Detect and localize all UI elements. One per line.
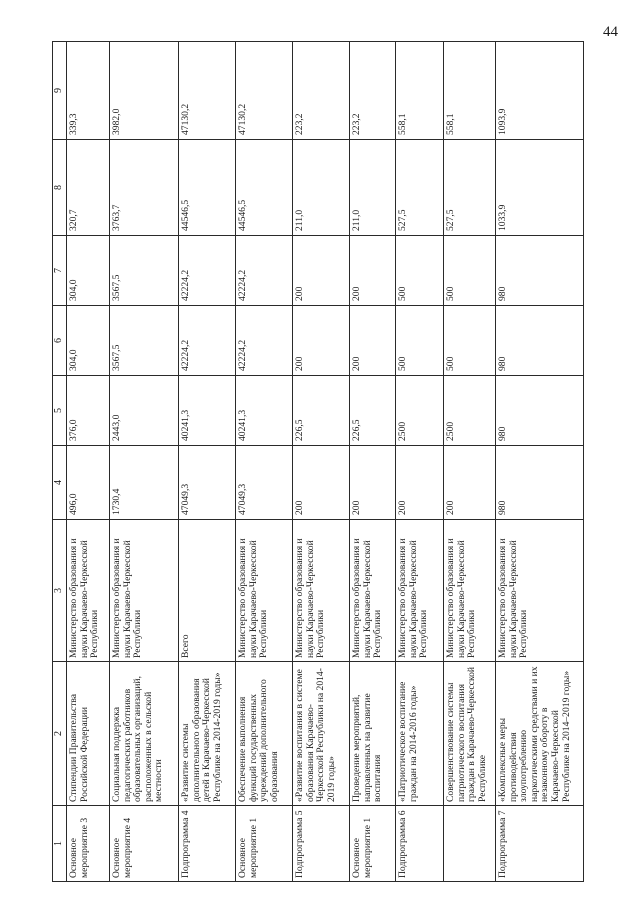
cell-program: [444, 806, 496, 882]
cell-value: 47049,3: [236, 446, 293, 520]
cell-value: 500: [396, 306, 444, 376]
table-row: [496, 42, 584, 882]
cell-value: 42224,2: [236, 236, 293, 306]
table-row: [444, 42, 496, 882]
cell-value: 223,2: [350, 42, 396, 140]
cell-value: 3567,5: [110, 236, 179, 306]
cell-value: 496,0: [67, 446, 110, 520]
budget-table: [52, 41, 584, 882]
cell-value: 44546,5: [236, 140, 293, 236]
header-cell: 2: [53, 662, 67, 806]
cell-value: 339,3: [67, 42, 110, 140]
cell-value: 980: [496, 306, 584, 376]
cell-value: 200: [444, 446, 496, 520]
cell-value: 226,5: [293, 376, 350, 446]
cell-value: 1093,9: [496, 42, 584, 140]
cell-program: Подпрограмма 4: [179, 806, 236, 882]
rotated-table-container: [52, 42, 612, 882]
table-row: [179, 42, 236, 882]
cell-program: Основное мероприятие 1: [236, 806, 293, 882]
cell-description: «Развитие системы дополнительного образования детей в Карачаево-Черкесской Республике на 2014-2019 годы»: [179, 662, 236, 806]
cell-value: 223,2: [293, 42, 350, 140]
header-cell: 9: [53, 42, 67, 140]
cell-program: Подпрограмма 7: [496, 806, 584, 882]
cell-value: 47049,3: [179, 446, 236, 520]
cell-executor: Министерство образования и науки Карачаево-Черкесской Республики: [110, 520, 179, 662]
cell-value: 376,0: [67, 376, 110, 446]
cell-value: 320,7: [67, 140, 110, 236]
cell-executor: Всего: [179, 520, 236, 662]
cell-value: 3982,0: [110, 42, 179, 140]
cell-executor: Министерство образования и науки Карачаево-Черкесской Республики: [496, 520, 584, 662]
cell-executor: Министерство образования и науки Карачаево-Черкесской Республики: [350, 520, 396, 662]
table-header-row: [53, 42, 67, 882]
table-row: [236, 42, 293, 882]
cell-value: 200: [293, 306, 350, 376]
cell-value: 47130,2: [179, 42, 236, 140]
header-cell: 6: [53, 306, 67, 376]
cell-program: Подпрограмма 5: [293, 806, 350, 882]
header-cell: 4: [53, 446, 67, 520]
cell-value: 2500: [396, 376, 444, 446]
table-row: [350, 42, 396, 882]
cell-value: 44546,5: [179, 140, 236, 236]
cell-program: Основное мероприятие 3: [67, 806, 110, 882]
cell-value: 200: [350, 306, 396, 376]
cell-description: Совершенствование системы патриотического воспитания граждан в Карачаево-Черкесской Республике: [444, 662, 496, 806]
cell-value: 1730,4: [110, 446, 179, 520]
cell-value: 40241,3: [236, 376, 293, 446]
cell-value: 980: [496, 376, 584, 446]
cell-value: 527,5: [444, 140, 496, 236]
cell-value: 980: [496, 446, 584, 520]
cell-value: 42224,2: [179, 306, 236, 376]
cell-value: 47130,2: [236, 42, 293, 140]
header-cell: 1: [53, 806, 67, 882]
cell-value: 558,1: [396, 42, 444, 140]
cell-value: 2500: [444, 376, 496, 446]
header-cell: 7: [53, 236, 67, 306]
cell-value: 40241,3: [179, 376, 236, 446]
cell-value: 500: [396, 236, 444, 306]
cell-value: 200: [350, 236, 396, 306]
cell-executor: Министерство образования и науки Карачаево-Черкесской Республики: [396, 520, 444, 662]
table-row: [67, 42, 110, 882]
cell-description: Стипендии Правительства Российской Федерации: [67, 662, 110, 806]
cell-value: 211,0: [293, 140, 350, 236]
cell-description: «Патриотическое воспитание граждан на 2014-2016 годы»: [396, 662, 444, 806]
cell-value: 200: [350, 446, 396, 520]
cell-description: Обеспечение выполнения функций государственных учреждений дополнительного образования: [236, 662, 293, 806]
header-cell: 8: [53, 140, 67, 236]
cell-program: Основное мероприятие 4: [110, 806, 179, 882]
cell-value: 200: [293, 236, 350, 306]
page-number: 44: [603, 24, 618, 40]
cell-description: «Комплексные меры противодействия злоупотреблению наркотическими средствами и их незаконному обороту в Карачаево-Черкесской Республике на 2014–2019 годы»: [496, 662, 584, 806]
header-cell: 3: [53, 520, 67, 662]
cell-value: 226,5: [350, 376, 396, 446]
cell-value: 42224,2: [236, 306, 293, 376]
cell-value: 42224,2: [179, 236, 236, 306]
cell-value: 3763,7: [110, 140, 179, 236]
cell-description: Социальная поддержка педагогических работников образовательных организаций, расположенных в сельской местности: [110, 662, 179, 806]
cell-executor: Министерство образования и науки Карачаево-Черкесской Республики: [444, 520, 496, 662]
cell-executor: Министерство образования и науки Карачаево-Черкесской Республики: [293, 520, 350, 662]
header-cell: 5: [53, 376, 67, 446]
cell-value: 200: [396, 446, 444, 520]
cell-value: 304,0: [67, 306, 110, 376]
cell-value: 558,1: [444, 42, 496, 140]
cell-value: 500: [444, 236, 496, 306]
cell-executor: Министерство образования и науки Карачаево-Черкесской Республики: [67, 520, 110, 662]
cell-value: 2443,0: [110, 376, 179, 446]
cell-value: 1033,9: [496, 140, 584, 236]
table-row: [110, 42, 179, 882]
table-row: [396, 42, 444, 882]
cell-value: 3567,5: [110, 306, 179, 376]
cell-value: 527,5: [396, 140, 444, 236]
cell-value: 980: [496, 236, 584, 306]
cell-description: Проведение мероприятий, направленных на развитие воспитания: [350, 662, 396, 806]
cell-executor: Министерство образования и науки Карачаево-Черкесской Республики: [236, 520, 293, 662]
cell-value: 200: [293, 446, 350, 520]
cell-program: Основное мероприятие 1: [350, 806, 396, 882]
cell-program: Подпрограмма 6: [396, 806, 444, 882]
cell-value: 304,0: [67, 236, 110, 306]
cell-value: 500: [444, 306, 496, 376]
table-row: [293, 42, 350, 882]
cell-value: 211,0: [350, 140, 396, 236]
cell-description: «Развитие воспитания в системе образования Карачаево-Черкесской Республики на 2014-2019 годы»: [293, 662, 350, 806]
